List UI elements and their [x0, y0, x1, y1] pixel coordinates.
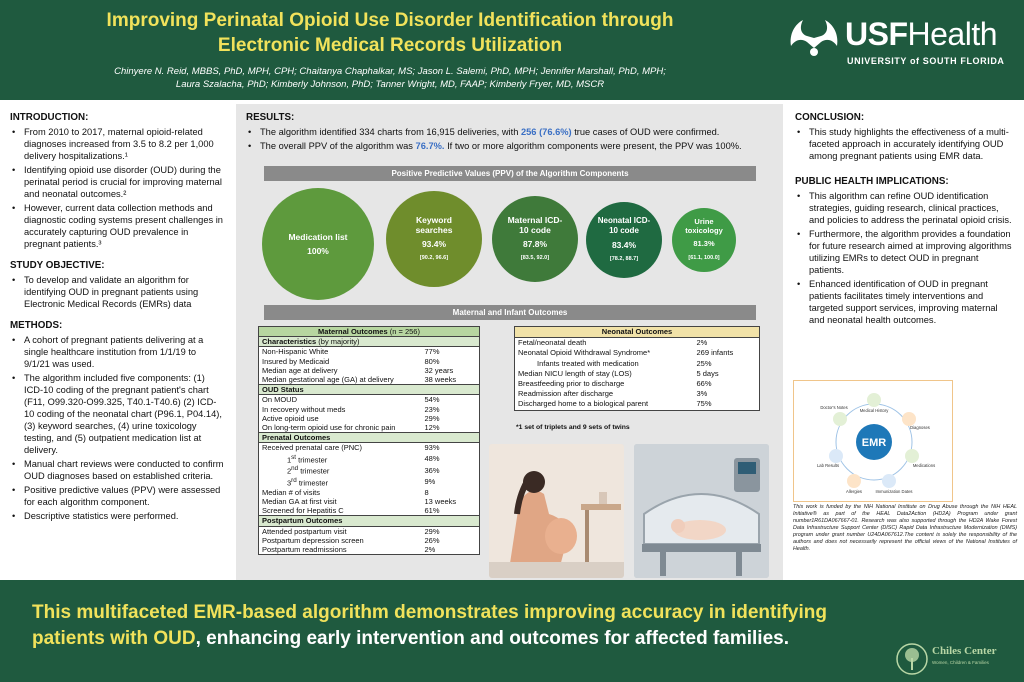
table-row: [259, 526, 480, 536]
emr-diagram: [793, 380, 953, 502]
logo-health-text: Health: [907, 16, 997, 52]
table-row: [515, 379, 760, 389]
objective-list: [10, 274, 224, 310]
chiles-center-logo: [895, 642, 1015, 676]
emr-item-label: Medical History: [859, 408, 889, 413]
ppv-ci: [90.2, 96.6]: [419, 254, 449, 261]
table-cell: 48%: [424, 453, 440, 463]
table-row: [259, 375, 480, 385]
list-item: • To develop and validate an algorithm for identifying OUD in pregnant patients using Electronic Medical Records (EMRs) data: [10, 274, 224, 310]
methods-list: [10, 334, 224, 522]
table-row: [515, 348, 760, 358]
ppv-circle-keyword-searches: [386, 191, 482, 287]
trimester-sup: rd: [291, 477, 297, 485]
takeaway-part: , enhancing early intervention and outcomes for affected families.: [195, 628, 789, 649]
table-cell: 61%: [424, 506, 440, 516]
results-heading: RESULTS:: [246, 112, 295, 123]
table-cell: 26%: [424, 535, 440, 545]
table-cell: 12%: [424, 423, 440, 433]
table-row: [259, 405, 480, 414]
ppv-circle-medication-list: [262, 188, 374, 300]
badge-subtitle: Women, Children & Families: [932, 660, 989, 665]
funding-statement: This work is funded by the NIH National Institute on Drug Abuse through the NIH HEAL Initiative® as part of the HEAL Data2Action (HD2A) Program under grant number1R61DA067667-01. Research was also supported through the HD2A Wake Forest Data Infrastructure Support Center (DISC) Rapid Data Infrastructure Modernization (DIMS) program under grant number U24DA067612.The content is solely the responsibility of the authors and does not necessarily represent the official views of the National Institutes of Health.: [793, 504, 1017, 552]
logo-wordmark: [845, 16, 997, 52]
table-cell: Insured by Medicaid: [262, 356, 330, 366]
conclusion-list: [795, 126, 1014, 162]
table-cell: 77%: [424, 347, 440, 357]
table-cell: 2%: [696, 338, 708, 348]
list-item: • Manual chart reviews were conducted to confirm OUD diagnoses based on established criteria.: [10, 458, 224, 482]
list-item: [246, 126, 773, 138]
table-row: [259, 506, 480, 516]
table-row: [515, 338, 760, 349]
emr-item-label: Medications: [912, 463, 936, 468]
list-item: • Identifying opioid use disorder (OUD) during the perinatal period is crucial for improving maternal and neonatal outcomes.²: [10, 164, 224, 200]
badge-title: Chiles Center: [932, 645, 997, 657]
authors-line-2: Laura Szalacha, PhD; Kimberly Johnson, PhD; Tanner Wright, MD, FAAP; Kimberly Fryer, MD, MSCR: [175, 79, 605, 90]
methods-heading: METHODS:: [10, 320, 63, 331]
ppv-label: Neonatal ICD-10 code: [597, 215, 651, 235]
table-cell: [259, 476, 422, 488]
tree-icon: [895, 642, 929, 676]
objective-section: [10, 260, 224, 310]
table-cell: Infants treated with medication: [537, 358, 639, 368]
table-cell: Neonatal Opioid Withdrawal Syndrome*: [518, 348, 651, 358]
table-row: [515, 389, 760, 399]
ppv-label: Keyword searches: [415, 214, 453, 235]
maternal-title: Maternal Outcomes: [318, 327, 388, 336]
table-cell: 5 days: [696, 368, 719, 378]
trimester-word: trimester: [298, 478, 328, 488]
trimester-word: trimester: [298, 455, 328, 465]
table-cell: Median gestational age (GA) at delivery: [262, 375, 394, 385]
table-cell: 13 weeks: [424, 496, 457, 506]
implications-list: [795, 190, 1014, 326]
maternal-outcomes-table: [258, 326, 480, 555]
right-column: [785, 104, 1024, 580]
result-text: The algorithm identified 334 charts from 16,915 deliveries, with: [260, 127, 521, 137]
pregnant-woman-icon: [489, 444, 624, 578]
emr-item-label: Allergies: [845, 489, 863, 494]
list-item: • Enhanced identification of OUD in pregnant patients facilitates timely interventions and targeted support services, improving maternal and neonatal health outcomes.: [795, 278, 1014, 326]
result-text: If two or more algorithm components were present, the PPV was 100%.: [444, 141, 742, 151]
table-cell: 32 years: [424, 365, 454, 375]
table-row: [259, 347, 480, 357]
table-cell: [259, 453, 422, 465]
table-cell: [259, 464, 422, 476]
emr-item-label: Doctor's Notes: [820, 405, 848, 410]
trimester-num: 3: [287, 478, 292, 488]
table-row: [515, 399, 760, 410]
poster-title: [20, 8, 760, 58]
table-cell: Attended postpartum visit: [262, 526, 347, 536]
table-row: [259, 464, 480, 476]
table-header-row: [259, 327, 480, 337]
table-cell: Median # of visits: [262, 487, 320, 497]
table-row: [259, 536, 480, 545]
left-column: [0, 104, 234, 580]
table-subheader-row: [259, 385, 480, 395]
implications-section: [795, 176, 1014, 326]
takeaway-footer: [0, 580, 1024, 682]
neonatal-footnote: *1 set of triplets and 9 sets of twins: [516, 424, 630, 431]
table-cell: Received prenatal care (PNC): [262, 443, 363, 453]
outcomes-section-banner: Maternal and Infant Outcomes: [264, 305, 756, 320]
table-row: [259, 545, 480, 555]
emr-hub-icon: [794, 381, 954, 503]
ppv-value: 87.8%: [522, 238, 548, 249]
table-cell: 29%: [424, 413, 440, 423]
list-item: • Descriptive statistics were performed.: [10, 510, 224, 522]
ppv-label: Urine toxicology: [685, 216, 723, 235]
ppv-label: Medication list: [288, 231, 348, 242]
list-item: • However, current data collection methods and diagnostic coding systems present challenges in accurately capturing OUD prevalence in pregnant patients.³: [10, 202, 224, 250]
table-row: [515, 369, 760, 379]
poster-header: [0, 0, 1024, 100]
trimester-num: 1: [287, 455, 292, 465]
results-column: [236, 104, 783, 580]
neonatal-title: Neonatal Outcomes: [515, 327, 760, 338]
table-cell: 38 weeks: [424, 375, 457, 385]
ppv-value: 83.4%: [611, 239, 637, 250]
table-cell: Median age at delivery: [262, 365, 338, 375]
list-item: • The algorithm included five components: (1) ICD-10 coding of the pregnant patient's chart (F11, O99.320-O99.325, T40.1-T40.6) (2) ICD-10 coding of the neonatal chart (P96.1, P04.14), (3) keyword searches, (4) urine toxicology testing, and (5) outpatient medication list at delivery.: [10, 372, 224, 456]
table-row: [259, 395, 480, 405]
takeaway-part: This multifaceted: [32, 602, 194, 623]
results-list: [246, 126, 773, 152]
characteristics-note: (by majority): [318, 337, 360, 347]
table-cell: 29%: [424, 526, 440, 536]
table-row: [259, 488, 480, 497]
table-cell: 3%: [696, 389, 708, 399]
ppv-value: 81.3%: [693, 238, 715, 248]
table-cell: 269 infants: [696, 348, 734, 358]
ppv-circle-maternal-icd10: [492, 196, 578, 282]
list-item: • Furthermore, the algorithm provides a foundation for future research aimed at improving algorithms utilizing EMRs to detect OUD in pregnant patients.: [795, 228, 1014, 276]
ppv-value: 93.4%: [421, 238, 447, 249]
table-cell: Active opioid use: [262, 413, 319, 423]
table-subheader-row: [259, 433, 480, 443]
table-cell: In recovery without meds: [262, 404, 346, 414]
table-cell: 36%: [424, 465, 440, 475]
prenatal-heading: Prenatal Outcomes: [259, 433, 480, 443]
ppv-section-banner: Positive Predictive Values (PPV) of the Algorithm Components: [264, 166, 756, 181]
table-row: [259, 443, 480, 453]
table-cell: 80%: [424, 356, 440, 366]
table-cell: 23%: [424, 404, 440, 414]
characteristics-heading: Characteristics: [262, 337, 317, 347]
takeaway-highlight: EMR-based algorithm demonstrates improving accuracy in identifying patients with OUD: [32, 602, 827, 649]
table-row: [259, 476, 480, 488]
table-cell: Median NICU length of stay (LOS): [518, 368, 632, 378]
table-cell: 75%: [696, 399, 712, 409]
table-cell: 93%: [424, 443, 440, 453]
true-cases-value: 256 (76.6%): [520, 127, 572, 137]
table-row: [259, 366, 480, 375]
table-cell: 9%: [424, 477, 436, 487]
table-row: [259, 497, 480, 506]
list-item: [246, 140, 773, 152]
ppv-circle-urine-toxicology: [672, 208, 736, 272]
emr-item-label: Diagnoses: [910, 425, 930, 430]
ppv-circle-neonatal-icd10: [586, 202, 662, 278]
result-text: true cases of OUD were confirmed.: [571, 127, 720, 137]
maternal-n: (n = 256): [389, 327, 420, 336]
table-cell: Median GA at first visit: [262, 496, 337, 506]
table-cell: 66%: [696, 379, 712, 389]
list-item: • A cohort of pregnant patients delivering at a single healthcare institution from 1/1/19 to 9/1/21 was used.: [10, 334, 224, 370]
emr-item-label: Lab Results: [816, 463, 840, 468]
introduction-heading: INTRODUCTION:: [10, 112, 89, 123]
table-cell: Postpartum readmissions: [262, 544, 347, 554]
oud-heading: OUD Status: [259, 385, 480, 395]
bull-horns-icon: [787, 16, 841, 60]
list-item: • Positive predictive values (PPV) were assessed for each algorithm component.: [10, 484, 224, 508]
table-cell: Fetal/neonatal death: [518, 338, 587, 348]
table-cell: Non-Hispanic White: [262, 347, 329, 357]
table-cell: Discharged home to a biological parent: [518, 399, 649, 409]
table-row: [259, 453, 480, 465]
author-list: [20, 65, 760, 91]
emr-label: EMR: [861, 437, 887, 449]
logo-usf-text: USF: [845, 16, 908, 52]
objective-heading: STUDY OBJECTIVE:: [10, 260, 105, 271]
conclusion-section: [795, 112, 1014, 162]
table-row: [515, 359, 760, 369]
table-cell: Screened for Hepatitis C: [262, 506, 344, 516]
authors-line-1: Chinyere N. Reid, MBBS, PhD, MPH, CPH; Chaitanya Chaphalkar, MS; Jason L. Salemi, PhD, MPH; Jennifer Marshall, PhD, MPH;: [114, 66, 666, 77]
implications-heading: PUBLIC HEALTH IMPLICATIONS:: [795, 176, 949, 187]
trimester-word: trimester: [300, 466, 330, 476]
neonatal-outcomes-table: [514, 326, 760, 411]
table-cell: Readmission after discharge: [518, 389, 614, 399]
maternal-title-cell: [259, 327, 480, 337]
nicu-infant-illustration: [634, 444, 769, 578]
pregnant-woman-illustration: [489, 444, 624, 578]
table-cell: Postpartum depression screen: [262, 535, 364, 545]
ppv-label: Maternal ICD-10 code: [507, 214, 563, 235]
trimester-num: 2: [287, 466, 292, 476]
postpartum-heading: Postpartum Outcomes: [259, 516, 480, 526]
list-item: • This study highlights the effectiveness of a multi-faceted approach in accurately identifying OUD among pregnant patients using EMR data.: [795, 126, 1014, 162]
ppv-ci: [83.5, 92.0]: [520, 254, 550, 261]
trimester-sup: st: [291, 453, 297, 461]
table-subheader-row: [259, 516, 480, 526]
emr-item-label: Immunization Dates: [875, 489, 913, 494]
title-line-1: Improving Perinatal Opioid Use Disorder Identification through: [106, 10, 674, 31]
table-cell: 25%: [696, 358, 712, 368]
table-cell: 8: [424, 487, 429, 497]
introduction-section: [10, 112, 224, 250]
ppv-ci: [78.2, 88.7]: [609, 255, 639, 262]
ppv-ci: [61.1, 100.0]: [688, 254, 720, 261]
table-row: [259, 423, 480, 433]
ppv-value: 100%: [307, 245, 329, 256]
table-cell: On long-term opioid use for chronic pain: [262, 423, 396, 433]
table-row: [259, 414, 480, 423]
table-header-row: [515, 327, 760, 338]
list-item: • From 2010 to 2017, maternal opioid-related diagnoses increased from 3.5 to 8.2 per 1,000 delivery hospitalizations.¹: [10, 126, 224, 162]
table-cell: Breastfeeding prior to discharge: [518, 379, 625, 389]
list-item: • This algorithm can refine OUD identification strategies, guiding research, clinical practices, and policies to address the perinatal opioid crisis.: [795, 190, 1014, 226]
table-cell: 54%: [424, 395, 440, 405]
title-line-2: Electronic Medical Records Utilization: [217, 35, 563, 56]
logo-subtitle: UNIVERSITY of SOUTH FLORIDA: [847, 56, 1005, 66]
introduction-list: [10, 126, 224, 250]
key-takeaway: [32, 600, 902, 652]
table-subheader-row: [259, 337, 480, 347]
trimester-sup: nd: [291, 465, 299, 473]
result-text: The overall PPV of the algorithm was: [260, 141, 416, 151]
methods-section: [10, 320, 224, 522]
conclusion-heading: CONCLUSION:: [795, 112, 865, 123]
table-row: [259, 357, 480, 366]
incubator-icon: [634, 444, 769, 578]
usf-health-logo: [785, 14, 1015, 74]
overall-ppv-value: 76.7%.: [415, 141, 445, 151]
table-cell: 2%: [424, 544, 436, 554]
table-cell: On MOUD: [262, 395, 298, 405]
table-cell: [259, 337, 480, 347]
